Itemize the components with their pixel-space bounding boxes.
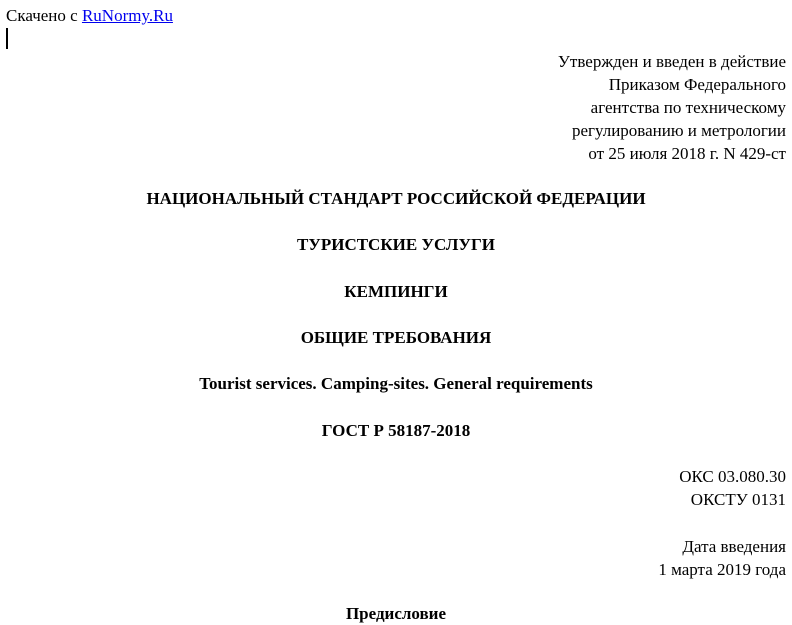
classification-block	[679, 465, 786, 511]
standard-code: ГОСТ Р 58187-2018	[321, 421, 471, 440]
standard-heading: НАЦИОНАЛЬНЫЙ СТАНДАРТ РОССИЙСКОЙ ФЕДЕРАЦИИ	[146, 189, 646, 208]
title-line-3: ОБЩИЕ ТРЕБОВАНИЯ	[300, 328, 492, 347]
approval-line: от 25 июля 2018 г. N 429-ст	[588, 144, 786, 163]
oks-code: ОКС 03.080.30	[679, 467, 786, 486]
source-link[interactable]: RuNormy.Ru	[81, 6, 173, 25]
text-caret	[6, 28, 8, 49]
source-line	[6, 5, 173, 27]
approval-line: регулированию и метрологии	[571, 121, 786, 140]
title-line-2: КЕМПИНГИ	[344, 282, 448, 301]
effective-date-label: Дата введения	[682, 537, 786, 556]
effective-date-value: 1 марта 2019 года	[658, 560, 786, 579]
effective-date-block	[658, 535, 786, 581]
okstu-code: ОКСТУ 0131	[690, 490, 786, 509]
english-title: Tourist services. Camping-sites. General requirements	[199, 374, 593, 393]
source-prefix: Скачено с	[6, 6, 82, 25]
title-line-1: ТУРИСТСКИЕ УСЛУГИ	[297, 235, 495, 254]
approval-line: Утвержден и введен в действие	[557, 52, 786, 71]
approval-line: агентства по техническому	[590, 98, 786, 117]
approval-block	[558, 50, 786, 165]
approval-line: Приказом Федерального	[608, 75, 786, 94]
preface-title: Предисловие	[345, 604, 447, 623]
